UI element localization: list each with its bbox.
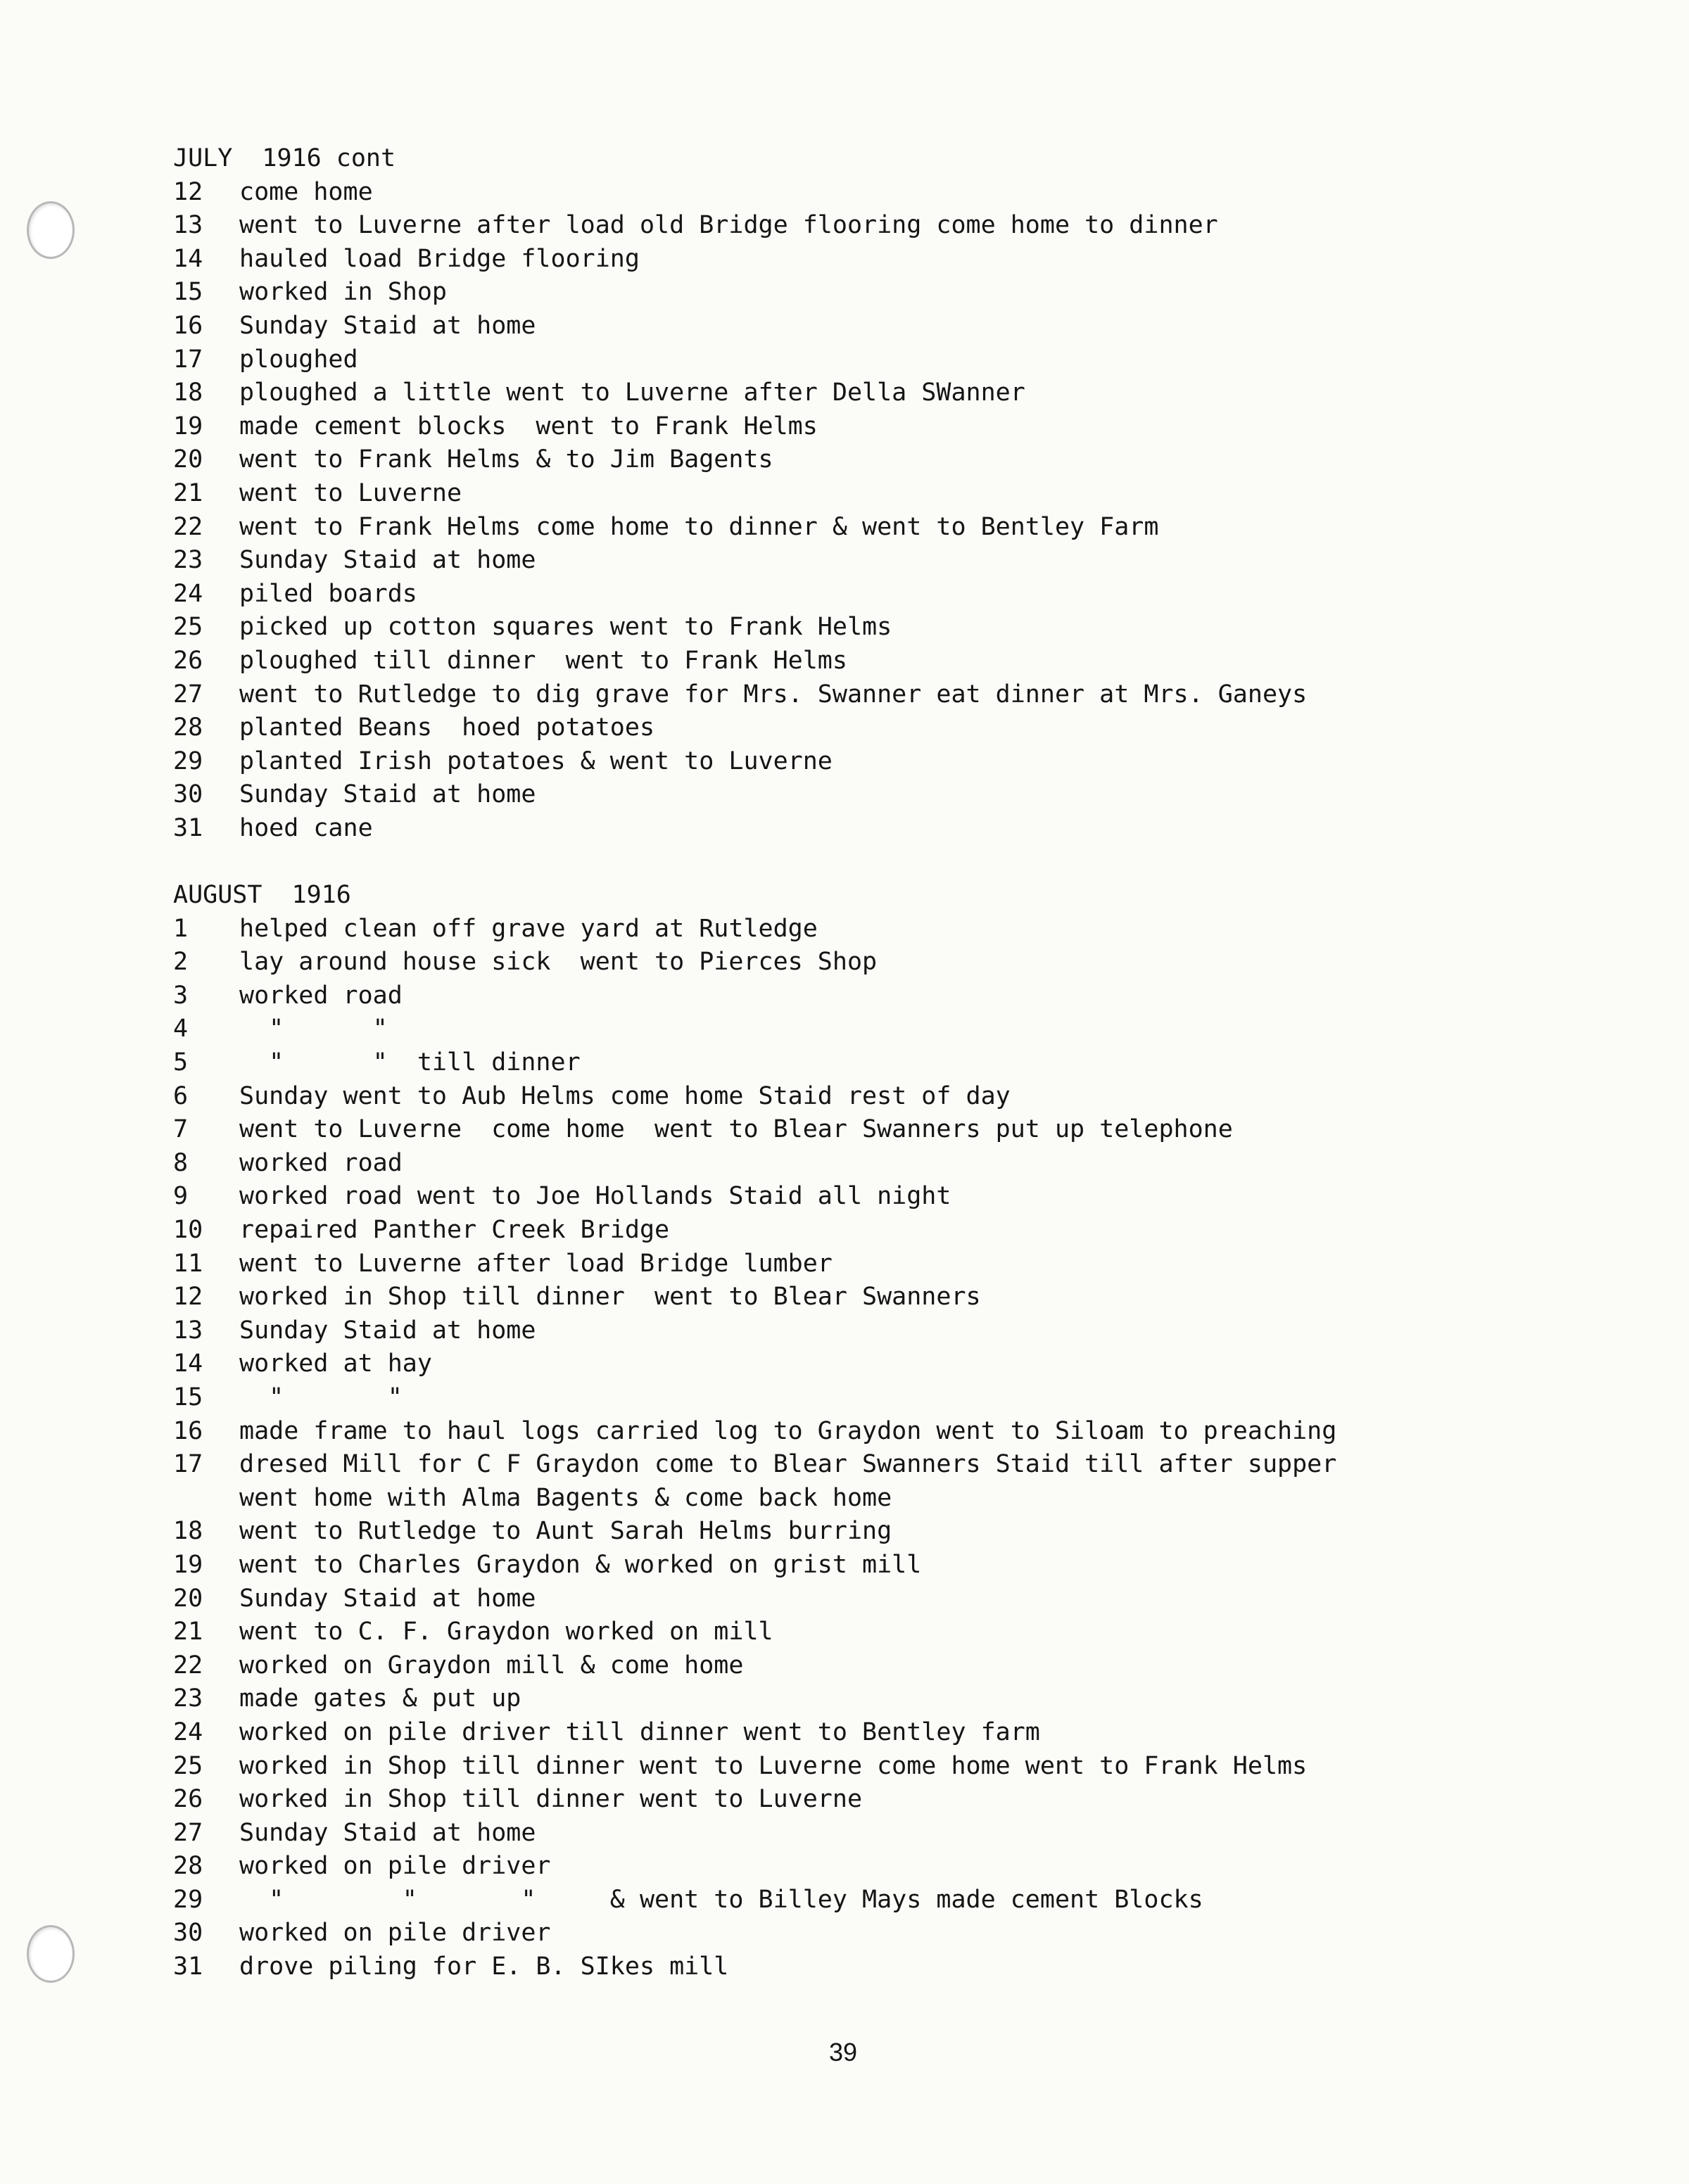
august-entries <box>173 913 1665 1984</box>
entry-day: 14 <box>173 244 203 273</box>
diary-entry <box>173 1682 1665 1716</box>
diary-entry <box>173 1012 1665 1046</box>
diary-entry <box>173 1448 1665 1482</box>
entry-day: 22 <box>173 512 203 541</box>
diary-entry <box>173 645 1665 678</box>
entry-text: went to Frank Helms & to Jim Bagents <box>239 445 773 474</box>
entry-day: 30 <box>173 780 203 809</box>
entry-text: made frame to haul logs carried log to Graydon went to Siloam to preaching <box>239 1416 1337 1445</box>
entry-day: 25 <box>173 613 203 642</box>
diary-entry <box>173 745 1665 779</box>
entry-day: 7 <box>173 1115 189 1144</box>
diary-entry <box>173 1214 1665 1247</box>
diary-entry <box>173 1180 1665 1214</box>
entry-text: went to Frank Helms come home to dinner & went to Bentley Farm <box>239 512 1159 541</box>
entry-text: worked in Shop till dinner went to Luverne <box>239 1785 863 1814</box>
diary-entry <box>173 1415 1665 1449</box>
diary-entry <box>173 611 1665 645</box>
diary-entry <box>173 243 1665 277</box>
diary-entry <box>173 812 1665 846</box>
entry-text: ploughed till dinner went to Frank Helms <box>239 646 847 675</box>
diary-entry <box>173 1750 1665 1784</box>
entry-text: went to Charles Graydon & worked on grist mill <box>239 1550 922 1579</box>
entry-day: 8 <box>173 1148 189 1177</box>
entry-day: 23 <box>173 546 203 575</box>
entry-text: worked on pile driver <box>239 1852 551 1881</box>
diary-entry <box>173 176 1665 210</box>
entry-day: 15 <box>173 278 203 307</box>
diary-entry <box>173 443 1665 477</box>
diary-entry <box>173 410 1665 444</box>
entry-day: 27 <box>173 680 203 709</box>
entry-text: worked on pile driver till dinner went to Bentley farm <box>239 1718 1040 1746</box>
diary-entry <box>173 1582 1665 1616</box>
diary-entry <box>173 1716 1665 1750</box>
entry-text: piled boards <box>239 579 417 608</box>
diary-entry <box>173 209 1665 243</box>
entry-text: Sunday Staid at home <box>239 1818 536 1847</box>
entry-day: 4 <box>173 1015 189 1043</box>
entry-text: drove piling for E. B. SIkes mill <box>239 1953 729 1981</box>
entry-text: Sunday Staid at home <box>239 546 536 575</box>
entry-day: 21 <box>173 1618 203 1646</box>
entry-text: worked road <box>239 981 403 1010</box>
entry-text: went to C. F. Graydon worked on mill <box>239 1618 773 1646</box>
entry-day: 18 <box>173 379 203 407</box>
entry-day: 25 <box>173 1751 203 1780</box>
diary-entry <box>173 1247 1665 1281</box>
july-entries <box>173 176 1665 846</box>
entry-text: worked in Shop till dinner went to Blear Swanners <box>239 1283 981 1312</box>
entry-text: worked road <box>239 1148 403 1177</box>
entry-text: hoed cane <box>239 813 373 842</box>
entry-day: 30 <box>173 1919 203 1948</box>
entry-text: worked in Shop <box>239 278 448 307</box>
entry-day: 5 <box>173 1048 189 1077</box>
diary-entry <box>173 1817 1665 1850</box>
diary-entry <box>173 511 1665 545</box>
entry-day: 27 <box>173 1818 203 1847</box>
entry-day: 21 <box>173 478 203 507</box>
diary-entry <box>173 1381 1665 1415</box>
entry-text: Sunday Staid at home <box>239 780 536 809</box>
entry-day: 24 <box>173 579 203 608</box>
entry-text: went to Luverne after load old Bridge flooring come home to dinner <box>239 211 1218 240</box>
entry-text: ploughed <box>239 345 358 374</box>
diary-entry <box>173 1281 1665 1314</box>
diary-entry <box>173 678 1665 712</box>
entry-day: 31 <box>173 813 203 842</box>
month-heading-july: JULY 1916 cont <box>173 144 396 172</box>
entry-text: " " till dinner <box>239 1048 581 1077</box>
entry-text: hauled load Bridge flooring <box>239 244 640 273</box>
punch-hole-top <box>27 201 75 259</box>
entry-day: 26 <box>173 1785 203 1814</box>
entry-day: 29 <box>173 747 203 775</box>
entry-text: dresed Mill for C F Graydon come to Blear Swanners Staid till after supper <box>239 1450 1337 1479</box>
entry-text: Sunday Staid at home <box>239 1316 536 1345</box>
diary-entry <box>173 1046 1665 1080</box>
entry-text: worked in Shop till dinner went to Luverne come home went to Frank Helms <box>239 1751 1308 1780</box>
entry-day: 24 <box>173 1718 203 1746</box>
entry-text: Sunday Staid at home <box>239 311 536 340</box>
diary-entry <box>173 310 1665 343</box>
entry-day: 20 <box>173 1584 203 1613</box>
diary-entry <box>173 1783 1665 1817</box>
month-heading-august: AUGUST 1916 <box>173 881 351 910</box>
diary-entry <box>173 1080 1665 1114</box>
entry-day: 26 <box>173 646 203 675</box>
diary-entry <box>173 343 1665 377</box>
entry-text: " " <box>239 1015 388 1043</box>
diary-entry <box>173 1347 1665 1381</box>
page-number: 39 <box>829 2038 858 2066</box>
entry-day: 18 <box>173 1517 203 1546</box>
diary-content <box>173 142 1665 1984</box>
diary-entry <box>173 1482 1665 1516</box>
diary-entry <box>173 1884 1665 1917</box>
diary-entry <box>173 1850 1665 1884</box>
entry-text: made gates & put up <box>239 1684 521 1713</box>
entry-day: 20 <box>173 445 203 474</box>
entry-day: 11 <box>173 1249 203 1278</box>
diary-entry <box>173 979 1665 1013</box>
diary-entry <box>173 376 1665 410</box>
diary-entry <box>173 913 1665 946</box>
section-spacer <box>173 845 1665 879</box>
entry-text: worked on Graydon mill & come home <box>239 1651 744 1680</box>
entry-text: Sunday Staid at home <box>239 1584 536 1613</box>
entry-text: picked up cotton squares went to Frank Helms <box>239 613 892 642</box>
diary-entry <box>173 1950 1665 1984</box>
entry-text: " " " & went to Billey Mays made cement Blocks <box>239 1885 1203 1914</box>
entry-text: repaired Panther Creek Bridge <box>239 1216 670 1244</box>
entry-day: 1 <box>173 914 189 943</box>
entry-text: went to Rutledge to Aunt Sarah Helms burring <box>239 1517 892 1546</box>
diary-entry <box>173 1147 1665 1181</box>
entry-day: 22 <box>173 1651 203 1680</box>
entry-text: went to Rutledge to dig grave for Mrs. Swanner eat dinner at Mrs. Ganeys <box>239 680 1308 709</box>
entry-text: " " <box>239 1383 403 1411</box>
diary-entry <box>173 578 1665 611</box>
entry-day: 17 <box>173 345 203 374</box>
entry-day: 6 <box>173 1081 189 1110</box>
entry-text: helped clean off grave yard at Rutledge <box>239 914 818 943</box>
diary-entry <box>173 1649 1665 1683</box>
diary-entry <box>173 1314 1665 1348</box>
diary-entry <box>173 1615 1665 1649</box>
entry-day: 28 <box>173 713 203 742</box>
entry-day: 29 <box>173 1885 203 1914</box>
diary-entry <box>173 778 1665 812</box>
entry-day: 10 <box>173 1216 203 1244</box>
entry-text: worked road went to Joe Hollands Staid all night <box>239 1182 951 1211</box>
entry-text: worked on pile driver <box>239 1919 551 1948</box>
entry-text: come home <box>239 177 373 206</box>
entry-day: 23 <box>173 1684 203 1713</box>
entry-text: went to Luverne after load Bridge lumber <box>239 1249 833 1278</box>
entry-day: 17 <box>173 1450 203 1479</box>
diary-entry <box>173 946 1665 979</box>
entry-day: 13 <box>173 1316 203 1345</box>
entry-day <box>173 1482 239 1516</box>
entry-text: went to Luverne <box>239 478 462 507</box>
entry-day: 31 <box>173 1953 203 1981</box>
diary-entry <box>173 477 1665 511</box>
entry-day: 14 <box>173 1350 203 1378</box>
entry-day: 13 <box>173 211 203 240</box>
entry-text: lay around house sick went to Pierces Shop <box>239 948 878 977</box>
entry-text: went home with Alma Bagents & come back home <box>239 1483 892 1512</box>
entry-day: 9 <box>173 1182 189 1211</box>
entry-day: 2 <box>173 948 189 977</box>
entry-text: planted Irish potatoes & went to Luverne <box>239 747 833 775</box>
entry-day: 28 <box>173 1852 203 1881</box>
punch-hole-bottom <box>27 1925 75 1983</box>
entry-text: worked at hay <box>239 1350 432 1378</box>
entry-day: 12 <box>173 1283 203 1312</box>
diary-entry <box>173 1549 1665 1582</box>
diary-entry <box>173 1113 1665 1147</box>
entry-text: ploughed a little went to Luverne after Della SWanner <box>239 379 1025 407</box>
entry-day: 12 <box>173 177 203 206</box>
entry-day: 19 <box>173 412 203 440</box>
entry-text: Sunday went to Aub Helms come home Staid rest of day <box>239 1081 1011 1110</box>
diary-entry <box>173 1515 1665 1549</box>
entry-day: 15 <box>173 1383 203 1411</box>
entry-text: went to Luverne come home went to Blear Swanners put up telephone <box>239 1115 1233 1144</box>
diary-entry <box>173 276 1665 310</box>
entry-text: made cement blocks went to Frank Helms <box>239 412 818 440</box>
entry-day: 16 <box>173 311 203 340</box>
diary-entry <box>173 1917 1665 1950</box>
entry-day: 3 <box>173 981 189 1010</box>
entry-text: planted Beans hoed potatoes <box>239 713 655 742</box>
diary-entry <box>173 711 1665 745</box>
entry-day: 19 <box>173 1550 203 1579</box>
diary-entry <box>173 544 1665 578</box>
entry-day: 16 <box>173 1416 203 1445</box>
